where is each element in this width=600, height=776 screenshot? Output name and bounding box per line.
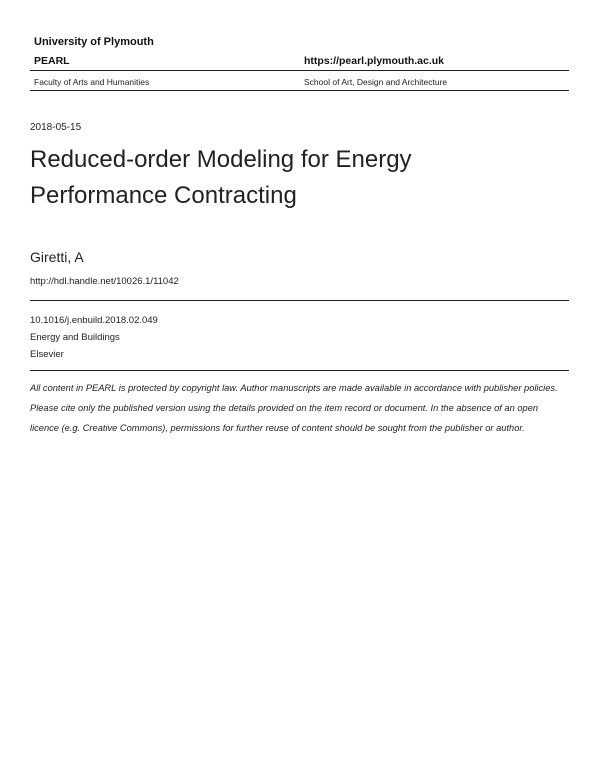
copyright-notice: All content in PEARL is protected by copyright law. Author manuscripts are made available in accordance with publisher policies. Please cite only the published version using the details provided on the item record or document. In the absence of an open licence (e.g. Creative Commons), permissions for further reuse of content should be sought from the publisher or author. xyxy=(30,383,558,433)
faculty-name: Faculty of Arts and Humanities xyxy=(34,77,150,87)
divider xyxy=(30,300,569,301)
document-title: Reduced-order Modeling for Energy Performance Contracting xyxy=(30,146,412,209)
publication-metadata xyxy=(30,312,158,363)
publication-date: 2018-05-15 xyxy=(30,122,82,133)
journal-name: Energy and Buildings xyxy=(30,332,120,343)
handle-link[interactable]: http://hdl.handle.net/10026.1/11042 xyxy=(30,276,179,287)
author-name: Giretti, A xyxy=(30,249,84,265)
school-name: School of Art, Design and Architecture xyxy=(304,77,448,87)
repository-url-link[interactable]: https://pearl.plymouth.ac.uk xyxy=(304,55,445,67)
divider xyxy=(30,90,569,91)
publisher-name: Elsevier xyxy=(30,349,64,360)
doi-link[interactable]: 10.1016/j.enbuild.2018.02.049 xyxy=(30,315,158,326)
divider xyxy=(30,70,569,71)
divider xyxy=(30,370,569,371)
institution-name: University of Plymouth xyxy=(34,36,154,48)
repository-name: PEARL xyxy=(34,55,70,67)
